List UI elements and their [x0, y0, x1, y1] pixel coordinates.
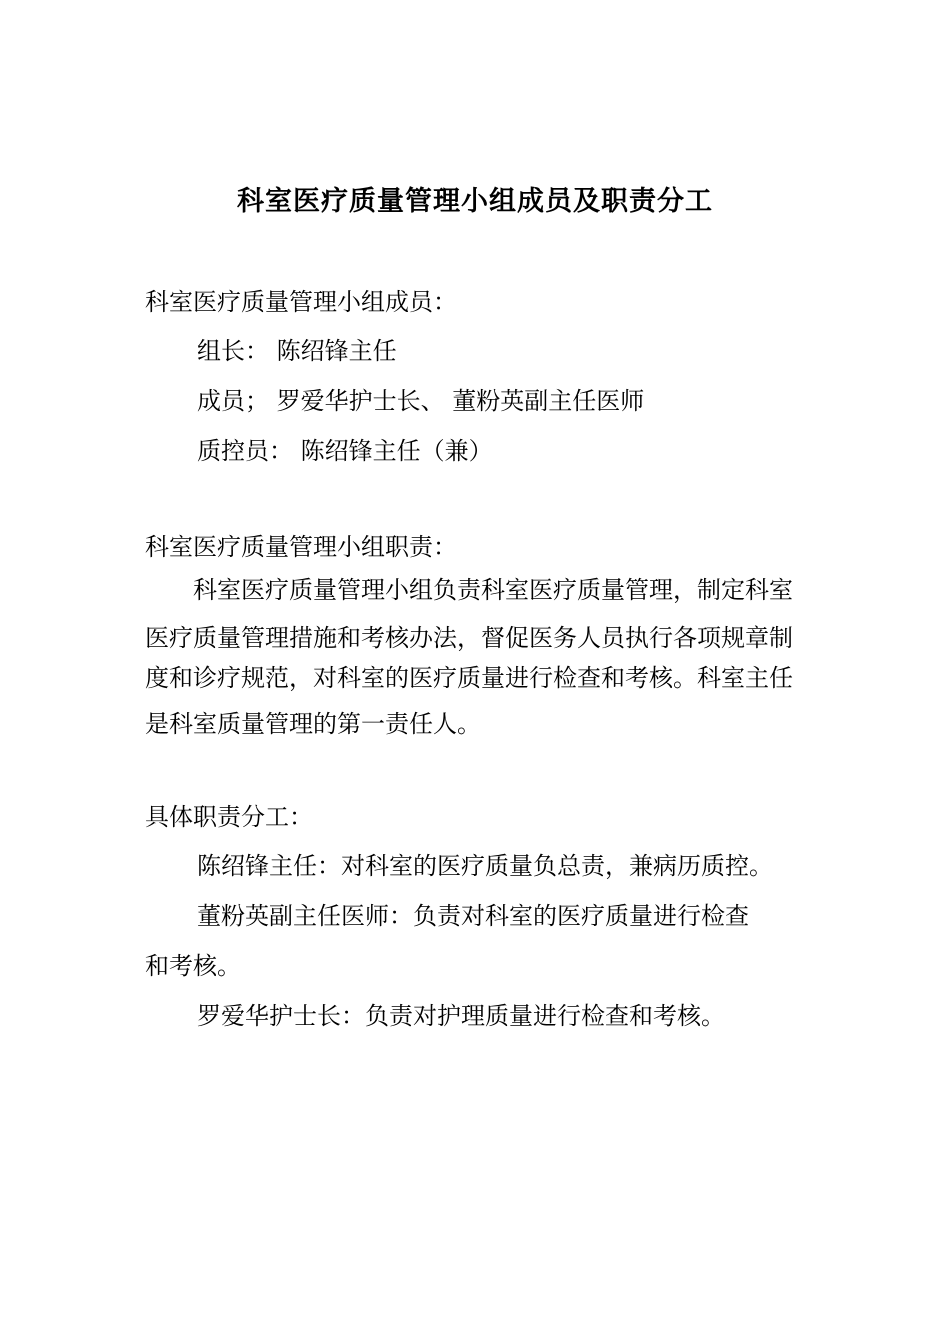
division-line-3: 罗爱华护士长：负责对护理质量进行检查和考核。 — [197, 1002, 725, 1030]
duties-heading: 科室医疗质量管理小组职责： — [145, 533, 457, 561]
members-heading: 科室医疗质量管理小组成员： — [145, 288, 457, 316]
division-line-2a: 董粉英副主任医师：负责对科室的医疗质量进行检查 — [197, 902, 749, 930]
division-line-1: 陈绍锋主任：对科室的医疗质量负总责，兼病历质控。 — [197, 852, 773, 880]
document-title: 科室医疗质量管理小组成员及职责分工 — [237, 186, 713, 217]
duties-paragraph-line-4: 是科室质量管理的第一责任人。 — [145, 710, 481, 738]
members-line: 成员； 罗爱华护士长、 董粉英副主任医师 — [197, 387, 645, 415]
duties-paragraph-line-2: 医疗质量管理措施和考核办法，督促医务人员执行各项规章制 — [145, 624, 793, 652]
division-line-2b: 和考核。 — [145, 952, 241, 980]
duties-paragraph-line-1: 科室医疗质量管理小组负责科室医疗质量管理，制定科室 — [193, 576, 793, 604]
division-heading: 具体职责分工： — [145, 803, 313, 831]
duties-paragraph-line-3: 度和诊疗规范，对科室的医疗质量进行检查和考核。科室主任 — [145, 664, 793, 692]
leader-line: 组长： 陈绍锋主任 — [197, 337, 397, 365]
quality-control-line: 质控员： 陈绍锋主任（兼） — [197, 437, 493, 465]
